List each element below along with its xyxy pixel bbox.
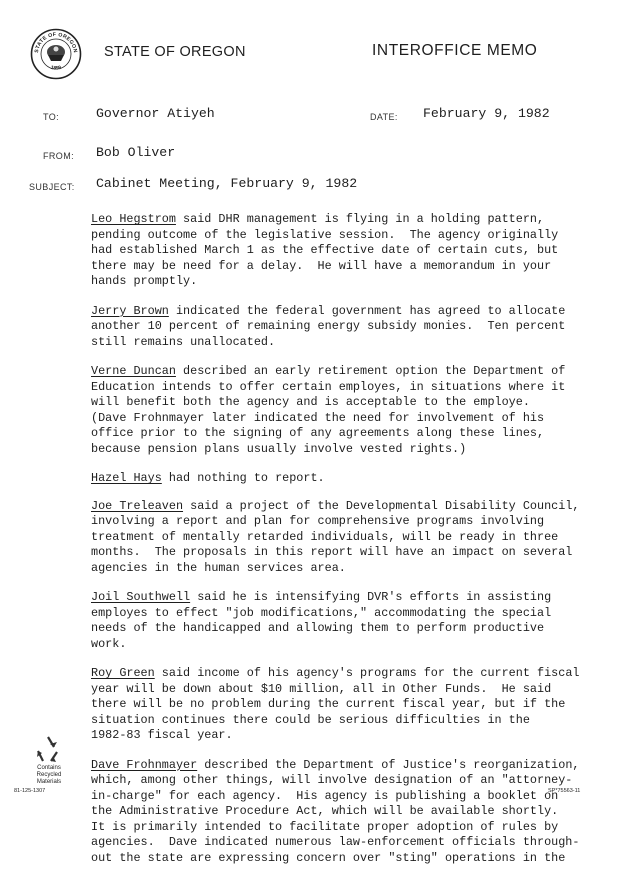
speaker-name: Verne Duncan — [91, 364, 176, 378]
paragraph-text: described the Department of Justice's reorganization, which, among other things, will involve designation of an "attorney- in-charge" for each agency. His agency is publishing a booklet on the Administrative Procedure Act, which will be available shortly. It is primarily intended to facilitate proper adoption of rules by agencies. Dave indicated numerous law-enforcement officials through- out the state are expressing concern over "sting" operations in the — [91, 757, 580, 865]
from-value: Bob Oliver — [96, 145, 176, 160]
speaker-name: Leo Hegstrom — [91, 212, 176, 226]
paragraph — [91, 590, 613, 652]
date-value: February 9, 1982 — [423, 106, 550, 121]
paragraph — [91, 364, 613, 457]
paragraph — [91, 499, 613, 577]
letterhead-memo-type: INTEROFFICE MEMO — [372, 42, 538, 59]
paragraph — [91, 304, 613, 351]
stock-number: SP*75563-11 — [548, 788, 581, 794]
recycled-materials-note — [20, 765, 78, 786]
recycled-line-2: Recycled — [36, 772, 62, 778]
svg-text:1859 — [50, 65, 62, 72]
recycled-line-1: Contains — [37, 765, 61, 771]
paragraph-text: said he is intensifying DVR's efforts in assisting employes to effect "job modifications," accommodating the special needs of the handicapped and allowing them to perform productive work. — [91, 590, 552, 651]
paragraph-text: said income of his agency's programs for the current fiscal year will be down about $10 million, all in Other Funds. He said there will be no problem during the current fiscal year, but if the situation continues there could be serious difficulties in the 1982-83 fiscal year. — [91, 666, 580, 742]
from-label: FROM: — [43, 151, 74, 161]
recycled-line-3: Materials — [36, 779, 62, 785]
speaker-name: Joil Southwell — [91, 590, 191, 604]
paragraph-text: had nothing to report. — [161, 471, 325, 485]
memo-body — [91, 212, 613, 880]
subject-value: Cabinet Meeting, February 9, 1982 — [96, 176, 358, 191]
speaker-name: Jerry Brown — [91, 303, 169, 318]
seal-text: STATE OF OREGON — [33, 31, 79, 54]
to-value: Governor Atiyeh — [96, 106, 215, 121]
paragraph-text: said a project of the Developmental Disability Council, involving a report and plan for comprehensive programs involving treatment of mentally retarded individuals, will be ready in three months. The proposals in this report will have an impact on several agencies in the human services area. — [91, 498, 580, 575]
paragraph-text: indicated the federal government has agreed to allocate another 10 percent of remaining energy subsidy monies. Ten percent still remains unallocated. — [91, 303, 566, 349]
speaker-name: Joe Treleaven — [91, 498, 184, 513]
date-label: DATE: — [370, 112, 398, 122]
letterhead-state: STATE OF OREGON — [104, 44, 246, 60]
paragraph-text: described an early retirement option the Department of Education intends to offer certain employes, in situations where it will benefit both the agency and is acceptable to the employe. (Dave Frohnmayer later indicated the need for involvement of his office prior to the signing of any agreements along these lines, because pension plans usually involve vested rights.) — [91, 364, 566, 456]
recycle-icon — [34, 734, 62, 764]
paragraph — [91, 471, 613, 487]
speaker-name: Roy Green — [91, 666, 155, 680]
form-number: 81-125-1307 — [14, 788, 46, 794]
paragraph-text: said DHR management is flying in a holding pattern, pending outcome of the legislative session. The agency originally had established March 1 as the effective date of certain cuts, but there may be need for a delay. He will have a memorandum in your hands promptly. — [91, 212, 559, 288]
paragraph — [91, 212, 613, 290]
paragraph — [91, 666, 613, 744]
state-seal-icon — [30, 28, 82, 80]
speaker-name: Hazel Hays — [91, 471, 162, 485]
speaker-name: Dave Frohnmayer — [91, 757, 198, 772]
subject-label: SUBJECT: — [29, 182, 75, 192]
to-label: TO: — [43, 112, 60, 122]
paragraph — [91, 758, 613, 867]
seal-year: 1859 — [50, 64, 62, 72]
